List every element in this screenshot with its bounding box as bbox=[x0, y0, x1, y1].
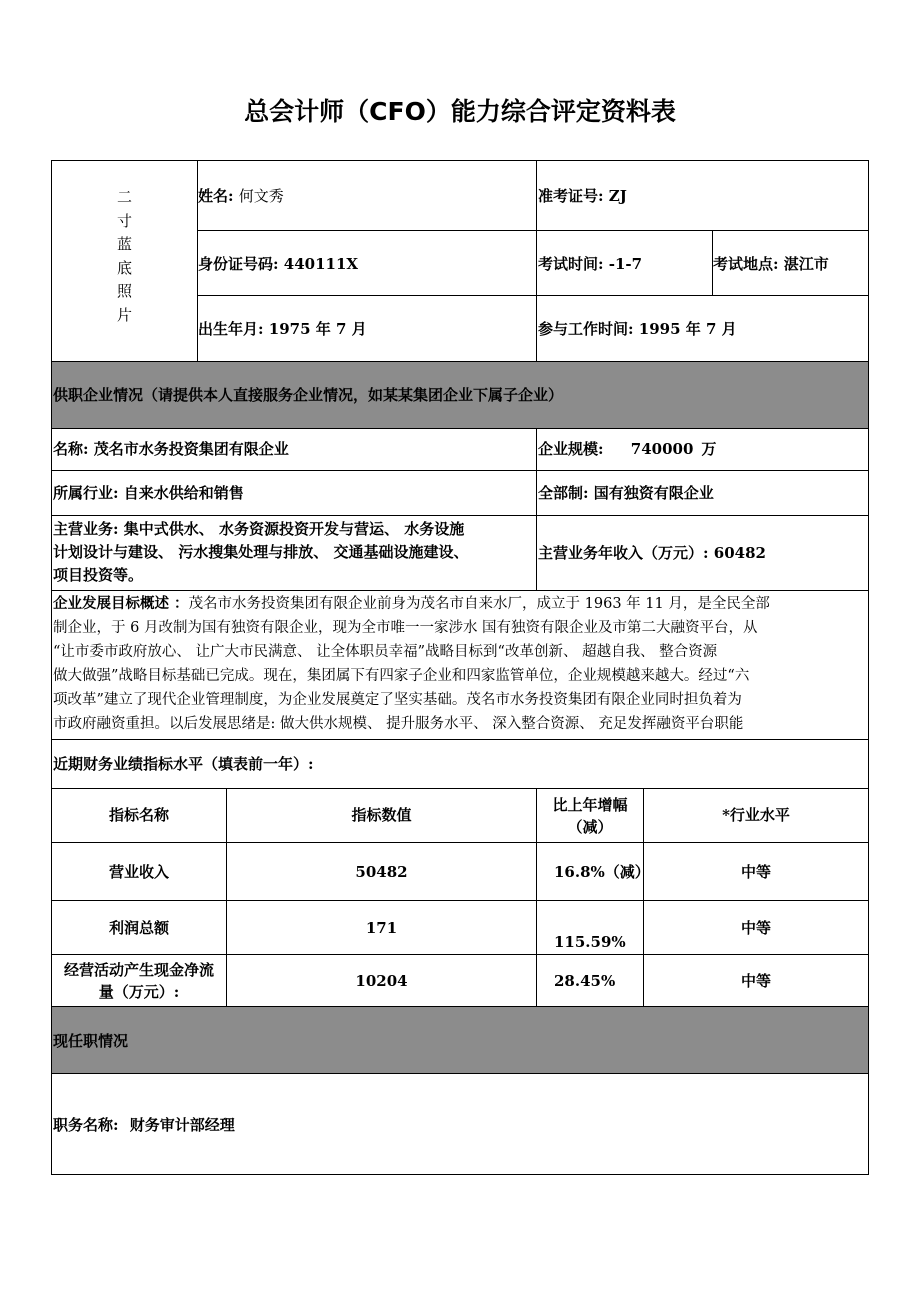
exam-time-label: 考试时间: bbox=[538, 255, 609, 273]
development-label: 企业发展目标概述 ： bbox=[53, 595, 189, 612]
development-line: 市政府融资重担。以后发展思绪是: 做大供水规模、 提升服务水平、 深入整合资源、 充足发挥融资平台职能 bbox=[53, 716, 744, 732]
company-scale-field bbox=[538, 439, 716, 459]
photo-char: 照 bbox=[116, 282, 132, 300]
photo-char: 蓝 bbox=[116, 235, 132, 253]
col-header-industry: *行业水平 bbox=[722, 806, 790, 824]
row-revenue-level: 中等 bbox=[740, 863, 771, 881]
main-business-line: 计划设计与建设、 污水搜集处理与排放、 交通基础设施建设、 bbox=[53, 543, 469, 561]
id-label: 身份证号码: bbox=[198, 255, 284, 273]
company-section-header: 供职企业情况（请提供本人直接服务企业情况，如某某集团企业下属子企业） bbox=[53, 386, 564, 404]
row-profit-level: 中等 bbox=[740, 919, 771, 937]
page-title: 总会计师（CFO）能力综合评定资料表 bbox=[244, 97, 676, 126]
main-business-field bbox=[53, 518, 468, 587]
exam-time-field bbox=[538, 254, 642, 274]
photo-char: 片 bbox=[116, 305, 132, 324]
main-business-line: 主营业务: 集中式供水、 水务资源投资开发与营运、 水务设施 bbox=[53, 520, 465, 538]
revenue-value: 60482 bbox=[713, 544, 766, 562]
row-revenue-change: 16.8%（减） bbox=[554, 863, 650, 881]
exam-place-value: 湛江市 bbox=[783, 255, 829, 273]
position-title-label: 职务名称: bbox=[53, 1116, 124, 1134]
row-cashflow-value: 10204 bbox=[355, 972, 408, 990]
work-start-label: 参与工作时间: bbox=[538, 320, 639, 338]
row-profit-name: 利润总额 bbox=[108, 919, 169, 937]
photo-char: 寸 bbox=[116, 211, 132, 230]
finance-header: 近期财务业绩指标水平（填表前一年）: bbox=[53, 755, 314, 773]
name-field bbox=[198, 186, 284, 206]
row-cashflow-name: 经营活动产生现金净流 量（万元）: bbox=[63, 961, 214, 1001]
birth-value: 1975 年 7 月 bbox=[268, 320, 367, 338]
exam-no-label: 准考证号: bbox=[538, 187, 609, 205]
development-line: 项改革”建立了现代企业管理制度，为企业发展奠定了坚实基础。茂名市水务投资集团有限企业同时担负着为 bbox=[53, 692, 742, 708]
development-line: 制企业，于 6 月改制为国有独资有限企业，现为全市唯一一家涉水 国有独资有限企业及市第二大融资平台，从 bbox=[53, 620, 758, 636]
ownership-field bbox=[538, 483, 714, 503]
company-scale-unit: 万 bbox=[701, 440, 717, 458]
work-start-value: 1995 年 7 月 bbox=[638, 320, 737, 338]
ownership-value: 国有独资有限企业 bbox=[593, 484, 714, 502]
row-revenue-value: 50482 bbox=[355, 863, 408, 881]
exam-place-label: 考试地点: bbox=[713, 255, 784, 273]
photo-char: 底 bbox=[116, 258, 132, 277]
position-title-value: 财务审计部经理 bbox=[129, 1116, 235, 1134]
name-label: 姓名: bbox=[198, 187, 239, 205]
company-name-value: 茂名市水务投资集团有限企业 bbox=[93, 440, 289, 458]
photo-placeholder bbox=[52, 186, 197, 327]
birth-field bbox=[198, 319, 367, 339]
development-line: 做大做强”战略目标基础已完成。现在，集团属下有四家子企业和四家监管单位，企业规模越来越大。经过“六 bbox=[53, 668, 750, 684]
row-cashflow-level: 中等 bbox=[740, 972, 771, 990]
exam-time-value: -1-7 bbox=[608, 255, 643, 273]
revenue-field bbox=[538, 543, 766, 563]
development-line: 茂名市水务投资集团有限企业前身为茂名市自来水厂，成立于 1963 年 11 月，是全民全部 bbox=[188, 596, 770, 612]
company-name-field bbox=[53, 439, 289, 459]
industry-field bbox=[53, 483, 244, 503]
company-scale-label: 企业规模: bbox=[538, 440, 609, 458]
col-header-change: 比上年增幅 （减） bbox=[552, 796, 628, 836]
work-start-field bbox=[538, 319, 737, 339]
exam-place-field bbox=[713, 254, 829, 274]
col-header-name: 指标名称 bbox=[108, 806, 169, 824]
main-business-line: 项目投资等。 bbox=[53, 566, 144, 584]
photo-char: 二 bbox=[116, 188, 132, 206]
id-field bbox=[198, 254, 358, 274]
row-revenue-name: 营业收入 bbox=[108, 863, 169, 881]
revenue-label: 主营业务年收入（万元）: bbox=[538, 544, 714, 562]
col-header-value: 指标数值 bbox=[351, 806, 412, 824]
ownership-label: 全部制: bbox=[538, 484, 594, 502]
row-profit-value: 171 bbox=[365, 919, 398, 937]
industry-value: 自来水供给和销售 bbox=[123, 484, 244, 502]
position-section-header: 现任职情况 bbox=[53, 1032, 129, 1050]
name-value: 何文秀 bbox=[238, 187, 284, 205]
exam-no-field bbox=[538, 186, 627, 206]
row-cashflow-change: 28.45% bbox=[554, 972, 616, 990]
id-value: 440111X bbox=[283, 255, 359, 273]
development-line: “让市委市政府放心、 让广大市民满意、 让全体职员幸福”战略目标到“改革创新、 超越自我、 整合资源 bbox=[53, 644, 718, 660]
company-name-label: 名称: bbox=[53, 440, 94, 458]
birth-label: 出生年月: bbox=[198, 320, 269, 338]
position-title-field bbox=[53, 1115, 235, 1135]
row-profit-change: 115.59% bbox=[554, 933, 626, 951]
company-scale-value: 740000 bbox=[630, 440, 694, 458]
exam-no-value: ZJ bbox=[608, 187, 627, 205]
development-summary bbox=[53, 592, 867, 737]
industry-label: 所属行业: bbox=[53, 484, 124, 502]
